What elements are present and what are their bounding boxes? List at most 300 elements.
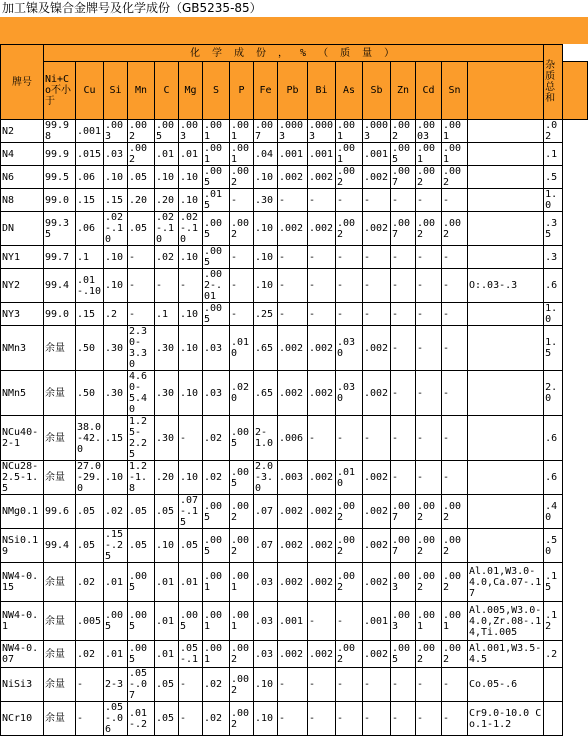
table-row <box>1 120 588 143</box>
table-cell: - <box>278 303 308 326</box>
table-cell: .02 <box>203 416 230 461</box>
table-cell: 2-1.0 <box>254 416 278 461</box>
table-cell: .002 <box>442 166 468 189</box>
table-cell: .10 <box>155 529 179 563</box>
table-cell: .001 <box>363 143 391 166</box>
table-cell: - <box>278 702 308 736</box>
table-cell: .005 <box>203 529 230 563</box>
table-cell: .10 <box>104 246 128 269</box>
table-cell: .006 <box>278 416 308 461</box>
table-cell <box>468 461 544 495</box>
table-cell: - <box>363 303 391 326</box>
table-cell: .10 <box>179 326 203 371</box>
table-cell: 38.0-42.0 <box>76 416 104 461</box>
table-cell: - <box>308 189 336 212</box>
table-row <box>1 143 588 166</box>
table-cell: .05 <box>155 702 179 736</box>
table-cell: .007 <box>391 495 416 529</box>
table-cell: .002 <box>230 668 254 702</box>
table-row <box>1 702 588 736</box>
table-cell: .001 <box>363 602 391 641</box>
table-row <box>1 641 588 668</box>
grade-cell: DN <box>1 212 44 246</box>
table-cell: .50 <box>76 371 104 416</box>
table-cell: 2.0 <box>544 371 563 416</box>
table-cell: - <box>336 416 363 461</box>
table-cell: .003 <box>391 602 416 641</box>
table-cell: .002 <box>363 495 391 529</box>
table-cell: .05-.06 <box>104 702 128 736</box>
table-cell: 99.35 <box>44 212 76 246</box>
table-cell: - <box>179 416 203 461</box>
table-cell: - <box>278 246 308 269</box>
table-cell: .002 <box>308 563 336 602</box>
table-cell: - <box>391 303 416 326</box>
table-cell: .002 <box>230 702 254 736</box>
table-row <box>1 602 588 641</box>
table-cell: .15 <box>104 416 128 461</box>
table-cell: .002 <box>363 212 391 246</box>
table-cell: 99.4 <box>44 269 76 303</box>
column-header <box>468 62 544 120</box>
table-cell: .05 <box>76 529 104 563</box>
table-cell: - <box>336 602 363 641</box>
table-cell: .0003 <box>363 120 391 143</box>
table-cell: .01 <box>155 602 179 641</box>
table-cell: .07-.15 <box>179 495 203 529</box>
column-header: Fe <box>254 62 278 120</box>
table-cell: - <box>391 326 416 371</box>
table-cell: 99.7 <box>44 246 76 269</box>
grade-cell: NY2 <box>1 269 44 303</box>
table-cell: .002 <box>363 461 391 495</box>
table-cell: - <box>416 326 442 371</box>
table-cell: .10 <box>179 461 203 495</box>
table-cell: .001 <box>203 563 230 602</box>
table-cell: .001 <box>76 120 104 143</box>
table-cell: .10 <box>254 166 278 189</box>
table-cell: .03 <box>203 371 230 416</box>
table-cell: .01 <box>104 563 128 602</box>
table-cell: - <box>442 668 468 702</box>
table-cell: Cr9.0-10.0 Co.1-1.2 <box>468 702 544 736</box>
table-cell: .005 <box>179 602 203 641</box>
table-cell <box>468 246 544 269</box>
table-cell: .15 <box>104 189 128 212</box>
table-cell: .15-.25 <box>104 529 128 563</box>
table-cell: - <box>442 246 468 269</box>
table-cell: .030 <box>336 326 363 371</box>
table-cell: .25 <box>254 303 278 326</box>
column-header: As <box>336 62 363 120</box>
table-cell: .01 <box>155 143 179 166</box>
table-cell: - <box>76 668 104 702</box>
table-row <box>1 303 588 326</box>
grade-cell: N6 <box>1 166 44 189</box>
column-header <box>563 62 588 120</box>
table-cell: .15 <box>76 303 104 326</box>
table-cell: 1.2-1.8 <box>128 461 155 495</box>
table-cell: .01 <box>179 563 203 602</box>
table-row <box>1 529 588 563</box>
table-cell: .002 <box>416 495 442 529</box>
table-cell: .002 <box>336 212 363 246</box>
table-cell: - <box>391 461 416 495</box>
table-row <box>1 495 588 529</box>
table-cell: .02 <box>203 668 230 702</box>
table-cell: .03 <box>254 641 278 668</box>
table-cell: - <box>336 303 363 326</box>
table-cell: .005 <box>104 602 128 641</box>
table-cell: - <box>336 189 363 212</box>
column-header: C <box>155 62 179 120</box>
table-cell: .010 <box>230 326 254 371</box>
table-cell: .001 <box>278 602 308 641</box>
table-cell: - <box>442 303 468 326</box>
table-cell: .002 <box>336 563 363 602</box>
table-row <box>1 461 588 495</box>
table-cell: .001 <box>203 143 230 166</box>
table-cell: .06 <box>76 212 104 246</box>
column-header: Si <box>104 62 128 120</box>
table-cell: 4.60-5.40 <box>128 371 155 416</box>
table-cell: Al.001,W3.5-4.5 <box>468 641 544 668</box>
table-cell: .001 <box>230 563 254 602</box>
table-cell: .0003 <box>308 120 336 143</box>
table-cell: .02-.10 <box>179 212 203 246</box>
table-cell: .002 <box>363 563 391 602</box>
table-cell: .002 <box>278 529 308 563</box>
column-header: P <box>230 62 254 120</box>
table-cell: - <box>308 416 336 461</box>
grade-cell: NMn3 <box>1 326 44 371</box>
table-cell: - <box>363 416 391 461</box>
table-cell: .02 <box>76 563 104 602</box>
table-cell: .07 <box>254 529 278 563</box>
table-cell: .65 <box>254 326 278 371</box>
table-cell: - <box>336 668 363 702</box>
table-cell: .15 <box>76 189 104 212</box>
table-row <box>1 371 588 416</box>
table-cell: 99.6 <box>44 495 76 529</box>
table-cell: - <box>308 269 336 303</box>
table-cell: - <box>230 303 254 326</box>
table-cell: - <box>336 269 363 303</box>
table-cell: .001 <box>416 143 442 166</box>
table-cell: .010 <box>336 461 363 495</box>
table-cell: 余量 <box>44 326 76 371</box>
grade-cell: NW4-0.1 <box>1 602 44 641</box>
table-cell: - <box>308 702 336 736</box>
table-cell: - <box>278 269 308 303</box>
column-header: S <box>203 62 230 120</box>
table-cell: .001 <box>442 143 468 166</box>
table-cell: .50 <box>544 529 563 563</box>
table-cell: .20 <box>155 461 179 495</box>
table-cell: .002 <box>278 371 308 416</box>
table-cell: .001 <box>416 602 442 641</box>
table-cell: .10 <box>254 212 278 246</box>
table-cell: .002 <box>278 495 308 529</box>
table-cell: 1.0 <box>544 303 563 326</box>
table-body <box>1 120 588 736</box>
grade-cell: NCu40-2-1 <box>1 416 44 461</box>
table-row <box>1 212 588 246</box>
table-cell: .6 <box>544 461 563 495</box>
table-cell: .12 <box>544 602 563 641</box>
table-cell: .002 <box>278 326 308 371</box>
grade-cell: NW4-0.15 <box>1 563 44 602</box>
table-cell: .015 <box>76 143 104 166</box>
table-cell: .10 <box>104 461 128 495</box>
table-cell: .002 <box>278 212 308 246</box>
table-cell: .0003 <box>278 120 308 143</box>
table-cell <box>468 143 544 166</box>
table-cell: .002 <box>230 166 254 189</box>
table-cell: .03 <box>203 326 230 371</box>
table-cell: - <box>363 668 391 702</box>
table-cell <box>544 702 563 736</box>
table-cell: .01-.10 <box>76 269 104 303</box>
column-header: Zn <box>391 62 416 120</box>
table-cell: - <box>230 269 254 303</box>
table-cell: .02-.10 <box>104 212 128 246</box>
table-row <box>1 326 588 371</box>
table-cell: - <box>336 702 363 736</box>
table-cell: .005 <box>128 641 155 668</box>
table-cell: .005 <box>203 166 230 189</box>
table-cell: - <box>363 702 391 736</box>
table-cell: .20 <box>128 189 155 212</box>
table-cell: .001 <box>230 143 254 166</box>
table-cell: .10 <box>104 269 128 303</box>
table-cell: 余量 <box>44 416 76 461</box>
table-cell: .04 <box>254 143 278 166</box>
table-cell: - <box>416 461 442 495</box>
table-cell <box>468 303 544 326</box>
table-cell: .01-.2 <box>128 702 155 736</box>
table-cell: .05 <box>76 495 104 529</box>
table-cell: .002 <box>442 563 468 602</box>
table-cell: .50 <box>76 326 104 371</box>
table-cell: Al.01,W3.0-4.0,Ca.07-.17 <box>468 563 544 602</box>
table-row <box>1 166 588 189</box>
table-cell: .1 <box>76 246 104 269</box>
table-cell: Co.05-.6 <box>468 668 544 702</box>
table-cell: .001 <box>230 120 254 143</box>
table-cell: .001 <box>336 120 363 143</box>
table-cell: .10 <box>179 371 203 416</box>
grade-cell: NW4-0.07 <box>1 641 44 668</box>
table-cell: - <box>416 668 442 702</box>
table-cell: .005 <box>203 303 230 326</box>
table-cell: .3 <box>544 246 563 269</box>
table-cell: - <box>416 303 442 326</box>
table-cell: .002 <box>230 212 254 246</box>
table-cell: .002 <box>278 166 308 189</box>
table-cell: .007 <box>391 529 416 563</box>
grade-cell: N8 <box>1 189 44 212</box>
table-cell: 余量 <box>44 461 76 495</box>
table-cell: .10 <box>254 246 278 269</box>
table-cell: - <box>308 668 336 702</box>
table-cell: .020 <box>230 371 254 416</box>
grade-cell: NMg0.1 <box>1 495 44 529</box>
table-cell: .002 <box>336 641 363 668</box>
table-cell: .10 <box>254 269 278 303</box>
table-cell: .002-.01 <box>203 269 230 303</box>
table-cell: .2 <box>544 641 563 668</box>
table-cell: 2.30-3.30 <box>128 326 155 371</box>
table-cell: .05-.07 <box>128 668 155 702</box>
table-cell: 2.0-3.0 <box>254 461 278 495</box>
table-cell: .10 <box>104 166 128 189</box>
table-cell: .002 <box>363 529 391 563</box>
table-cell: .002 <box>308 371 336 416</box>
table-cell: 余量 <box>44 371 76 416</box>
table-cell: - <box>230 189 254 212</box>
table-cell: .002 <box>363 641 391 668</box>
table-row <box>1 668 588 702</box>
column-header: Pb <box>278 62 308 120</box>
table-cell: .20 <box>155 189 179 212</box>
table-cell: - <box>391 668 416 702</box>
table-cell: .02 <box>544 120 563 143</box>
table-cell: .002 <box>416 212 442 246</box>
table-cell <box>468 326 544 371</box>
table-cell: .003 <box>104 120 128 143</box>
table-cell: .10 <box>254 668 278 702</box>
table-cell: .001 <box>203 120 230 143</box>
table-cell: .001 <box>336 143 363 166</box>
table-cell: .10 <box>155 166 179 189</box>
table-row <box>1 269 588 303</box>
table-cell: - <box>230 246 254 269</box>
table-cell: 余量 <box>44 563 76 602</box>
table-row <box>1 189 588 212</box>
table-cell: .1 <box>544 143 563 166</box>
column-header: Sb <box>363 62 391 120</box>
table-cell: .001 <box>203 641 230 668</box>
column-header: Sn <box>442 62 468 120</box>
table-cell: 99.5 <box>44 166 76 189</box>
table-cell: .001 <box>203 602 230 641</box>
page-title: 加工镍及镍合金牌号及化学成份（GB5235-85） <box>2 1 262 15</box>
table-cell: - <box>442 326 468 371</box>
table-cell: - <box>278 668 308 702</box>
table-cell: .002 <box>308 529 336 563</box>
table-cell <box>468 529 544 563</box>
table-cell: .005 <box>230 416 254 461</box>
table-cell: .002 <box>416 529 442 563</box>
table-cell <box>468 416 544 461</box>
table-cell: .002 <box>308 495 336 529</box>
table-cell: .30 <box>155 326 179 371</box>
table-cell: O:.03-.3 <box>468 269 544 303</box>
impurity-total-header: 杂质总和 <box>544 45 563 120</box>
table-cell: 99.4 <box>44 529 76 563</box>
table-cell <box>468 495 544 529</box>
table-cell: - <box>442 416 468 461</box>
table-cell: - <box>179 269 203 303</box>
table-cell: 99.0 <box>44 303 76 326</box>
table-cell: - <box>391 246 416 269</box>
grade-cell: N2 <box>1 120 44 143</box>
table-cell: .001 <box>442 602 468 641</box>
table-cell: .10 <box>179 246 203 269</box>
table-cell: .30 <box>254 189 278 212</box>
table-cell: .005 <box>155 120 179 143</box>
table-cell: .02 <box>203 702 230 736</box>
table-cell: .003 <box>391 563 416 602</box>
table-cell: .003 <box>179 120 203 143</box>
table-cell: - <box>416 371 442 416</box>
table-cell: .02 <box>104 495 128 529</box>
table-cell: - <box>442 371 468 416</box>
table-cell: - <box>416 189 442 212</box>
table-cell <box>468 120 544 143</box>
table-cell: .002 <box>416 563 442 602</box>
table-cell: .05 <box>155 495 179 529</box>
table-cell: 1.5 <box>544 326 563 371</box>
table-cell: 99.0 <box>44 189 76 212</box>
table-cell: .03 <box>254 563 278 602</box>
table-cell: .6 <box>544 269 563 303</box>
table-cell: .002 <box>336 495 363 529</box>
table-cell: - <box>416 416 442 461</box>
grade-cell: NiSi3 <box>1 668 44 702</box>
table-cell: .005 <box>230 461 254 495</box>
table-cell: - <box>278 189 308 212</box>
table-cell: .10 <box>254 702 278 736</box>
table-cell: .002 <box>363 166 391 189</box>
table-cell: .30 <box>104 326 128 371</box>
table-cell: - <box>416 702 442 736</box>
table-cell: .007 <box>391 212 416 246</box>
table-cell: .002 <box>278 563 308 602</box>
table-cell: .10 <box>179 189 203 212</box>
table-cell: .10 <box>179 303 203 326</box>
table-cell <box>468 166 544 189</box>
table-cell: - <box>128 303 155 326</box>
grade-cell: NCr10 <box>1 702 44 736</box>
table-cell: .05 <box>155 668 179 702</box>
table-cell: .40 <box>544 495 563 529</box>
table-cell: .005 <box>128 602 155 641</box>
table-row <box>1 563 588 602</box>
table-cell <box>468 212 544 246</box>
table-cell: .005 <box>203 246 230 269</box>
grade-cell: N4 <box>1 143 44 166</box>
table-cell: .65 <box>254 371 278 416</box>
table-cell: .5 <box>544 166 563 189</box>
table-cell: 余量 <box>44 641 76 668</box>
table-cell: .002 <box>308 641 336 668</box>
table-cell: 余量 <box>44 668 76 702</box>
table-cell: .005 <box>391 641 416 668</box>
grade-cell: NMn5 <box>1 371 44 416</box>
table-cell: .005 <box>128 563 155 602</box>
table-cell: - <box>416 246 442 269</box>
table-cell: .002 <box>442 641 468 668</box>
table-cell: - <box>363 189 391 212</box>
table-cell: 99.9 <box>44 143 76 166</box>
table-cell: - <box>128 269 155 303</box>
table-cell: - <box>442 189 468 212</box>
table-cell: .002 <box>308 166 336 189</box>
table-cell: .002 <box>128 143 155 166</box>
table-cell: .07 <box>254 495 278 529</box>
